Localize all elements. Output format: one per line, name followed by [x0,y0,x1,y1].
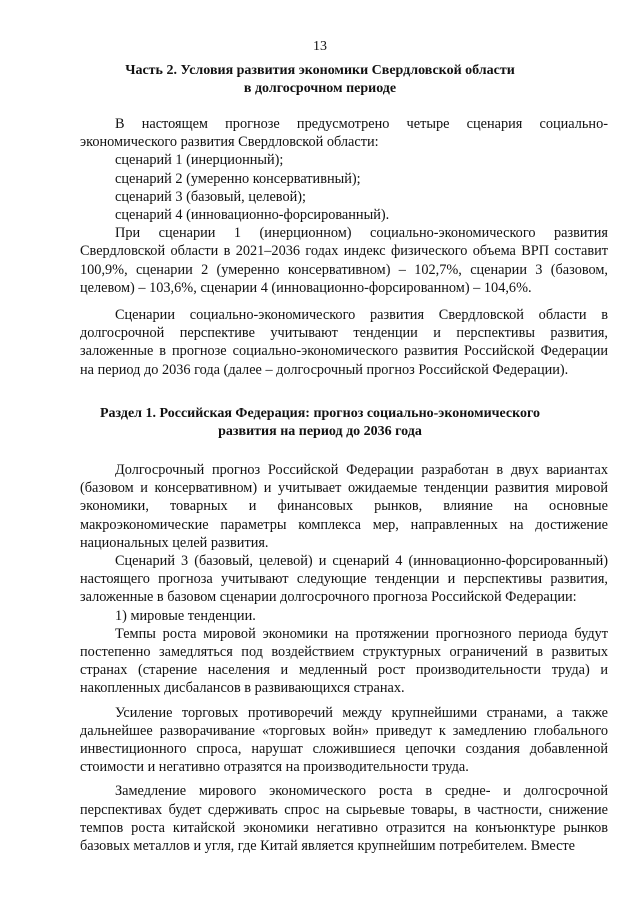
intro-paragraph-3: Сценарии социально-экономического развития Свердловской области в долгосрочной перспективе учитывают тенденции и перспективы развития, заложенные в прогнозе социально-экономического развития Российской Федерации на период до 2036 года (далее – долгосрочный прогноз Российской Федерации). [80,307,608,378]
section-paragraph-2: Сценарий 3 (базовый, целевой) и сценарий 4 (инновационно-форсированный) настоящего прогноза учитывают следующие тенденции и перспективы развития, заложенные в базовом сценарии долгосрочного прогноза Российской Федерации: [80,553,608,606]
page-number: 13 [313,39,327,54]
section-title-line-2: развития на период до 2036 года [218,424,422,439]
section-title-line-1: Раздел 1. Российская Федерация: прогноз социально-экономического [99,406,541,421]
part-title [80,62,560,98]
scenario-item-1: сценарий 1 (инерционный); [115,152,284,169]
intro-section [80,115,608,379]
scenario-item-4: сценарий 4 (инновационно-форсированный). [115,207,390,224]
scenario-item-2: сценарий 2 (умеренно консервативный); [115,170,361,187]
section-paragraph-5: Замедление мирового экономического роста в средне- и долгосрочной перспективах будет сдерживать спрос на сырьевые товары, в частности, снижение темпов роста китайской экономики негативно отразится на конъюнктуре рынков базовых металлов и угля, где Китай является крупнейшим потребителем. Вместе [80,783,608,855]
section-list-item-1: 1) мировые тенденции. [115,607,256,624]
section-body [80,461,608,855]
part-title-line-1: Часть 2. Условия развития экономики Свердловской области [125,63,515,78]
section-paragraph-4: Усиление торговых противоречий между крупнейшими странами, а также дальнейшее разворачивание «торговых войн» приведут к замедлению глобального инвестиционного спроса, нарушат сложившиеся цепочки создания добавленной стоимости и негативно отразятся на производительности труда. [80,704,608,776]
section-paragraph-3: Темпы роста мировой экономики на протяжении прогнозного периода будут постепенно замедляться под воздействием структурных ограничений в развитых странах (старение населения и медленный рост производительности труда) и накопленных дисбалансов в развивающихся странах. [80,625,608,697]
intro-paragraph-1: В настоящем прогнозе предусмотрено четыре сценария социально-экономического развития Свердловской области: [80,116,608,151]
part-title-line-2: в долгосрочном периоде [243,81,397,96]
section-paragraph-1: Долгосрочный прогноз Российской Федерации разработан в двух вариантах (базовом и консервативном) и учитывает ожидаемые тенденции развития мировой экономики, товарных и финансовых рынков, влияние на основные макроэкономические параметры комплекса мер, направленных на достижение национальных целей развития. [80,462,608,551]
scenario-item-3: сценарий 3 (базовый, целевой); [115,188,306,205]
intro-paragraph-2: При сценарии 1 (инерционном) социально-экономического развития Свердловской области в 2021–2036 годах индекс физического объема ВРП составит 100,9%, сценарии 2 (умеренно консервативном) – 102,7%, сценарии 3 (базовом, целевом) – 103,6%, сценарии 4 (инновационно-форсированном) – 104,6%. [80,225,608,296]
section-title [80,405,560,441]
